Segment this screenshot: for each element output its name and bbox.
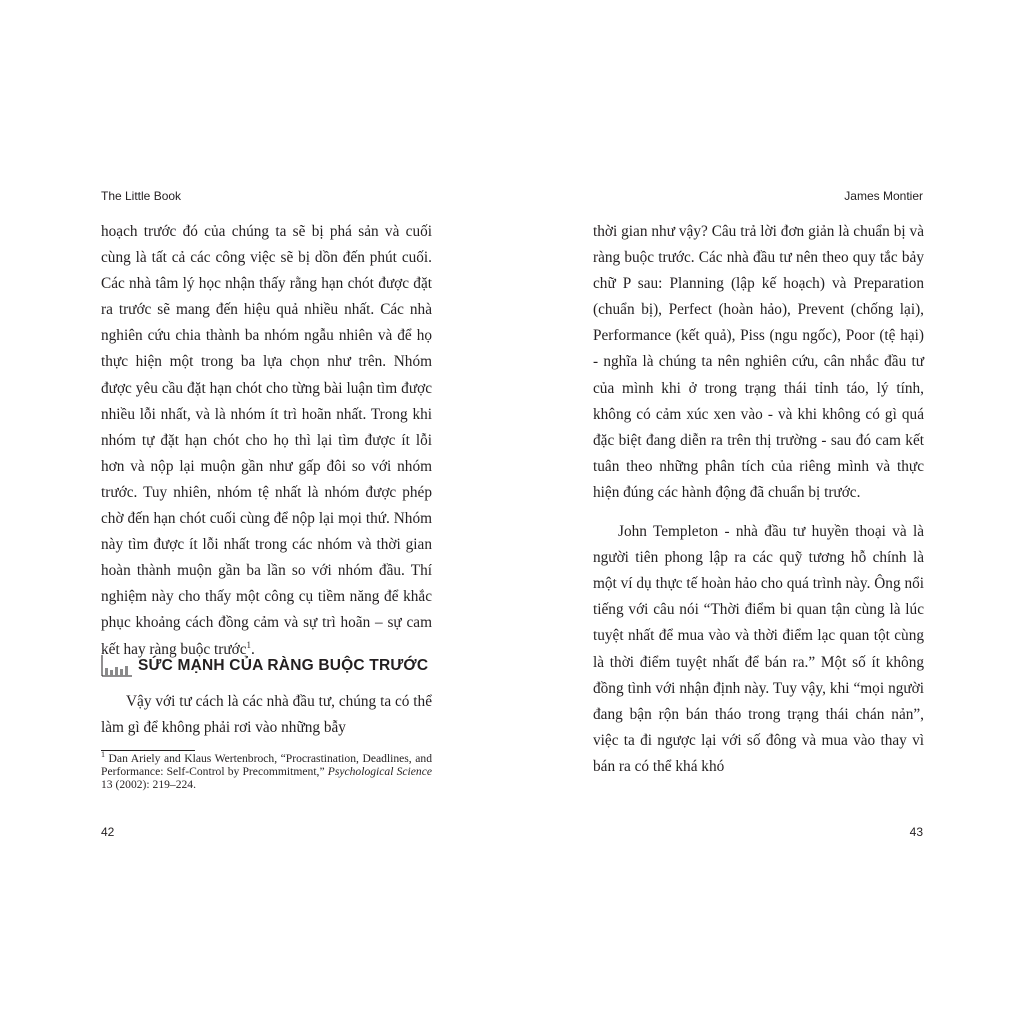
left-body-text — [101, 219, 432, 663]
running-head-book-title: The Little Book — [101, 189, 182, 203]
footnote-reference[interactable]: 1 — [246, 639, 251, 650]
footnote-number: 1 — [101, 750, 105, 760]
left-paragraph-2: Vậy với tư cách là các nhà đầu tư, chúng ta có thể làm gì để không phải rơi vào những bẫy — [101, 693, 432, 737]
section-heading — [101, 651, 432, 677]
running-head-author: James Montier — [844, 189, 923, 203]
page-number-right: 43 — [909, 825, 923, 839]
footnote-divider — [101, 750, 195, 751]
bar-chart-icon — [101, 655, 132, 677]
right-paragraph-1: thời gian như vậy? Câu trả lời đơn giản là chuẩn bị và ràng buộc trước. Các nhà đầu tư nên theo quy tắc bảy chữ P sau: Planning (lập kế hoạch) và Preparation (chuẩn bị), Perfect (hoàn hảo), Prevent (chống lại), Performance (kết quả), Piss (ngu ngốc), Poor (tệ hại) - nghĩa là chúng ta nên nghiên cứu, cân nhắc đầu tư của mình khi ở trong trạng thái tỉnh táo, lý tính, không có cảm xúc xen vào - và khi không có gì quá đặc biệt đang diễn ra trên thị trường - sau đó cam kết tuân theo những phân tích của riêng mình và thực hiện đúng các hành động đã chuẩn bị trước. — [593, 223, 924, 501]
page-number-left: 42 — [101, 825, 115, 839]
right-body-text — [593, 219, 924, 780]
right-paragraph-2: John Templeton - nhà đầu tư huyền thoại và là người tiên phong lập ra các quỹ tương hỗ chính là một ví dụ thực tế hoàn hảo cho quá trình này. Ông nổi tiếng với câu nói “Thời điểm bi quan tận cùng là lúc tuyệt nhất để mua vào và thời điểm lạc quan tột cùng là thời điểm tuyệt nhất để bán ra.” Một số ít không đồng tình với nhận định này. Tuy vậy, khi “mọi người đang bận rộn bán tháo trong trạng thái chán nản”, việc ta đi ngược lại với số đông và mua vào thay vì bán ra có thể khá khó — [593, 523, 924, 775]
right-page — [512, 0, 1024, 1024]
footnote: $^1$ Dan Ariely and Klaus Wertenbroch, “Procrastination, Deadlines, and Performance: Self-Control by Precommitment,” Psychological Science 13 (2002): 219–224. — [101, 750, 432, 792]
left-body-text-after-heading — [101, 689, 432, 741]
left-paragraph: hoạch trước đó của chúng ta sẽ bị phá sản và cuối cùng là tất cả các công việc sẽ bị dồn đến phút cuối. Các nhà tâm lý học nhận thấy rằng hạn chót được đặt ra trước sẽ mang đến hiệu quả nhiều nhất. Các nhà nghiên cứu chia thành ba nhóm ngẫu nhiên và để họ thực hiện một trong ba lựa chọn như trên. Nhóm được yêu cầu đặt hạn chót cho từng bài luận tìm được nhiều lỗi nhất, và là nhóm ít trì hoãn nhất. Trong khi nhóm tự đặt hạn chót cho họ thì lại tìm được ít lỗi hơn và nộp lại muộn gần như gấp đôi so với nhóm trước. Tuy nhiên, nhóm tệ nhất là nhóm được phép chờ đến hạn chót cuối cùng để nộp lại mọi thứ. Nhóm này tìm được ít lỗi nhất trong các nhóm và thời gian hoàn thành muộn gần ba lần so với nhóm đầu. Thí nghiệm này cho thấy một công cụ tiềm năng để khắc phục khoảng cách đồng cảm và sự trì hoãn – sự cam kết hay ràng buộc trước$^1$. — [101, 223, 432, 658]
footnote-journal: Psychological Science — [327, 765, 432, 779]
section-heading-text: SỨC MẠNH CỦA RÀNG BUỘC TRƯỚC — [138, 657, 429, 674]
